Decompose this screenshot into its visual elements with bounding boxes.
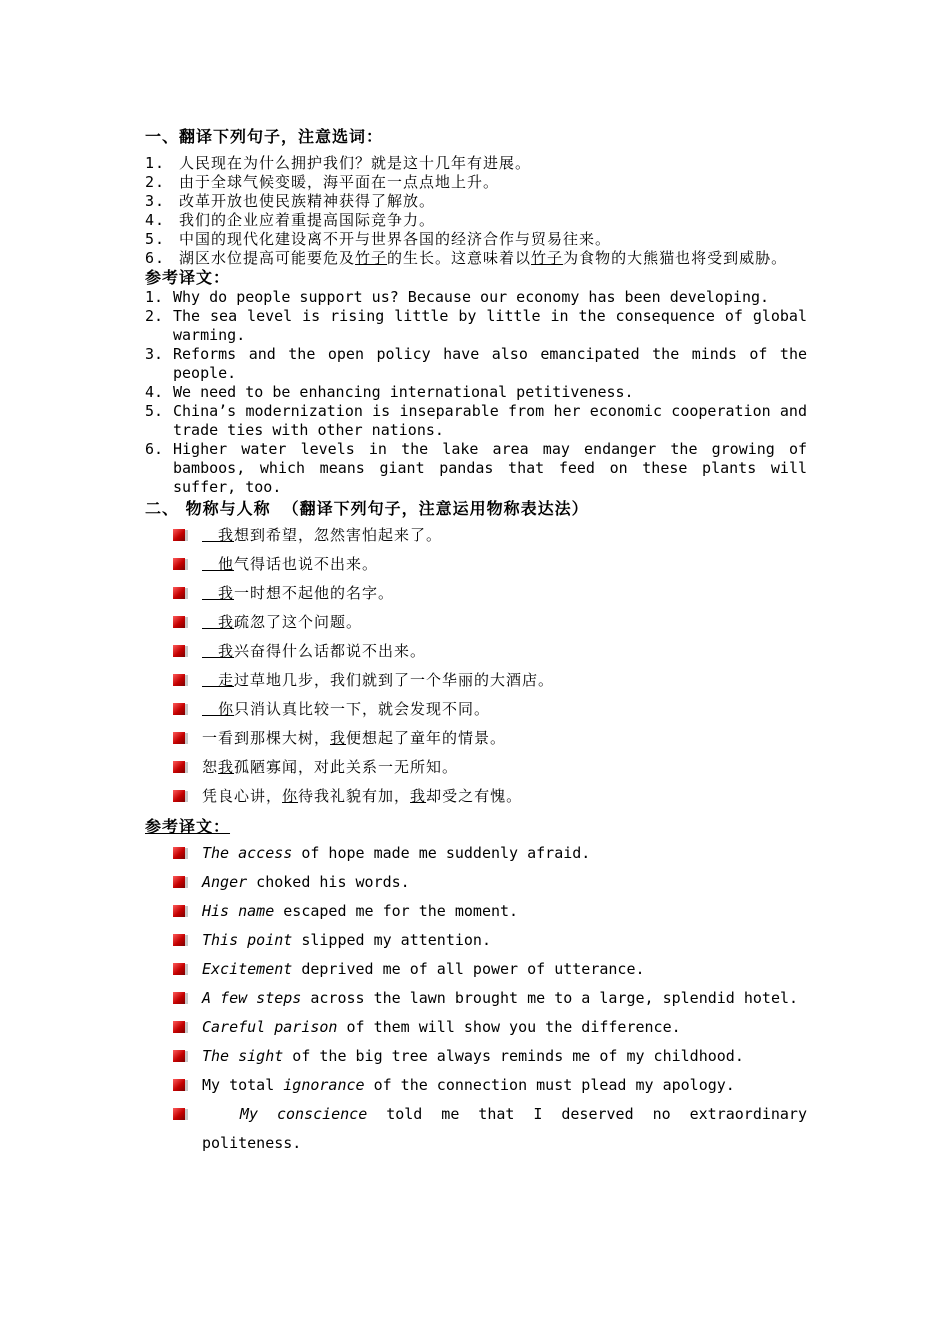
- section1-chinese-list: [145, 154, 807, 268]
- list-item: My total ignorance of the connection must plead my apology.: [173, 1071, 807, 1100]
- list-item: The sight of the big tree always reminds me of my childhood.: [173, 1042, 807, 1071]
- list-item: My conscience told me that I deserved no extraordinary politeness.: [173, 1100, 807, 1158]
- bullet-icon: [173, 645, 185, 657]
- list-item: 4. We need to be enhancing international petitiveness.: [145, 383, 634, 401]
- bullet-icon: [173, 674, 185, 686]
- document-content: [145, 126, 807, 1158]
- list-item: 我一时想不起他的名字。: [173, 579, 807, 608]
- list-item: Excitement deprived me of all power of utterance.: [173, 955, 807, 984]
- bullet-icon: [173, 963, 185, 975]
- bullet-icon: [173, 905, 185, 917]
- list-item: His name escaped me for the moment.: [173, 897, 807, 926]
- bullet-icon: [173, 1079, 185, 1091]
- bullet-icon: [173, 847, 185, 859]
- list-item: 凭良心讲，你待我礼貌有加，我却受之有愧。: [173, 782, 807, 811]
- underlined-blank: 我: [202, 526, 235, 544]
- list-item: This point slipped my attention.: [173, 926, 807, 955]
- list-item: 恕我孤陋寡闻，对此关系一无所知。: [173, 753, 807, 782]
- bullet-icon: [173, 587, 185, 599]
- list-item: 6. Higher water levels in the lake area may endanger the growing of bamboos, which means giant pandas that feed on these plants will suffer, too.: [145, 440, 807, 496]
- list-item: 5. China’s modernization is inseparable from her economic cooperation and trade ties with other nations.: [145, 402, 807, 439]
- section1-heading: 一、翻译下列句子，注意选词：: [145, 127, 384, 146]
- section2-heading: 二、 物称与人称 （翻译下列句子，注意运用物称表达法）: [145, 499, 589, 518]
- bullet-icon: [173, 558, 185, 570]
- list-item: 4. 我们的企业应着重提高国际竞争力。: [145, 211, 436, 229]
- bullet-icon: [173, 790, 185, 802]
- underlined-blank: 你: [202, 700, 235, 718]
- list-item: 1. 人民现在为什么拥护我们？就是这十几年有进展。: [145, 154, 532, 172]
- underlined-word: 竹子: [531, 249, 564, 267]
- bullet-icon: [173, 616, 185, 628]
- bullet-icon: [173, 761, 185, 773]
- bullet-icon: [173, 1050, 185, 1062]
- list-item: Careful parison of them will show you the difference.: [173, 1013, 807, 1042]
- bullet-icon: [173, 876, 185, 888]
- section1-reference-heading: 参考译文：: [145, 268, 231, 287]
- section1-english-list: [145, 288, 807, 497]
- underlined-blank: 走: [202, 671, 235, 689]
- list-item: 他气得话也说不出来。: [173, 550, 807, 579]
- list-item: 2. The sea level is rising little by little in the consequence of global warming.: [145, 307, 807, 344]
- bullet-icon: [173, 934, 185, 946]
- bullet-icon: [173, 732, 185, 744]
- bullet-icon: [173, 703, 185, 715]
- underlined-blank: 他: [202, 555, 235, 573]
- bullet-icon: [173, 529, 185, 541]
- list-item: A few steps across the lawn brought me to a large, splendid hotel.: [173, 984, 807, 1013]
- list-item: 3. Reforms and the open policy have also emancipated the minds of the people.: [145, 345, 807, 382]
- list-item: 一看到那棵大树，我便想起了童年的情景。: [173, 724, 807, 753]
- list-item: 1. Why do people support us? Because our economy has been developing.: [145, 288, 770, 306]
- underlined-blank: 我: [202, 613, 235, 631]
- list-item: 3. 改革开放也使民族精神获得了解放。: [145, 192, 436, 210]
- list-item: Anger choked his words.: [173, 868, 807, 897]
- bullet-icon: [173, 1108, 185, 1120]
- bullet-icon: [173, 992, 185, 1004]
- list-item: 我想到希望，忽然害怕起来了。: [173, 521, 807, 550]
- list-item: 我兴奋得什么话都说不出来。: [173, 637, 807, 666]
- list-item: 走过草地几步，我们就到了一个华丽的大酒店。: [173, 666, 807, 695]
- underlined-word: 竹子: [355, 249, 388, 267]
- underlined-blank: 我: [202, 642, 235, 660]
- underlined-blank: 我: [202, 584, 235, 602]
- section2-reference-heading: 参考译文：: [145, 817, 231, 836]
- list-item: 我疏忽了这个问题。: [173, 608, 807, 637]
- list-item: 2. 由于全球气候变暖，海平面在一点点地上升。: [145, 173, 500, 191]
- list-item: 你只消认真比较一下，就会发现不同。: [173, 695, 807, 724]
- bullet-icon: [173, 1021, 185, 1033]
- list-item: The access of hope made me suddenly afraid.: [173, 839, 807, 868]
- list-item: 5. 中国的现代化建设离不开与世界各国的经济合作与贸易往来。: [145, 230, 612, 248]
- section2-chinese-list: [145, 521, 807, 811]
- list-item: 6. 湖区水位提高可能要危及竹子的生长。这意味着以竹子为食物的大熊猫也将受到威胁。: [145, 249, 788, 267]
- section2-english-list: [145, 839, 807, 1158]
